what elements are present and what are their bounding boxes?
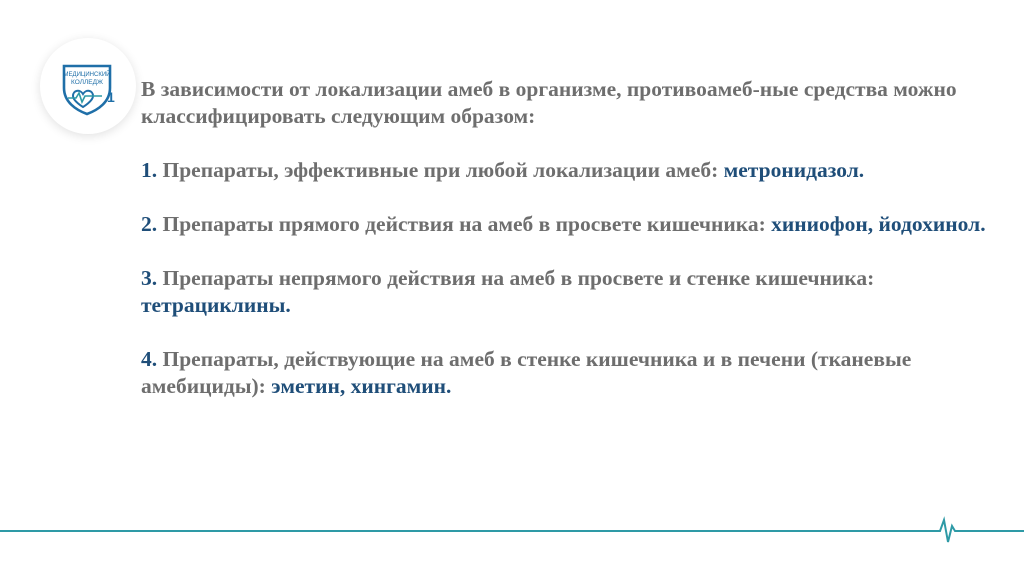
college-logo — [40, 38, 136, 134]
logo-number: 1 — [107, 89, 115, 105]
item-drugs: эметин, хингамин. — [271, 374, 452, 398]
item-number: 3. — [141, 266, 158, 290]
slide-content — [141, 76, 991, 427]
college-logo-icon — [58, 58, 120, 116]
item-drugs: тетрациклины. — [141, 293, 291, 317]
item-text: Препараты прямого действия на амеб в просвете кишечника: — [157, 212, 772, 236]
ecg-line-divider — [0, 515, 1024, 545]
intro-paragraph: В зависимости от локализации амеб в организме, противоамеб-ные средства можно классифицировать следующим образом: — [141, 77, 957, 128]
item-text: Препараты, эффективные при любой локализации амеб: — [157, 158, 724, 182]
list-item-3 — [141, 265, 991, 319]
list-item-1 — [141, 157, 991, 184]
item-text: Препараты, действующие на амеб в стенке кишечника и в печени (тканевые амебициды): — [141, 347, 912, 398]
item-drugs: хиниофон, йодохинол. — [771, 212, 986, 236]
list-item-2 — [141, 211, 991, 238]
item-number: 4. — [141, 347, 158, 371]
item-number: 2. — [141, 212, 158, 236]
logo-line2: КОЛЛЕДЖ — [71, 79, 103, 86]
item-text: Препараты непрямого действия на амеб в просвете и стенке кишечника: — [157, 266, 875, 290]
list-item-4 — [141, 346, 991, 400]
item-drugs: метронидазол. — [723, 158, 865, 182]
item-number: 1. — [141, 158, 158, 182]
logo-line1: МЕДИЦИНСКИЙ — [63, 72, 111, 78]
